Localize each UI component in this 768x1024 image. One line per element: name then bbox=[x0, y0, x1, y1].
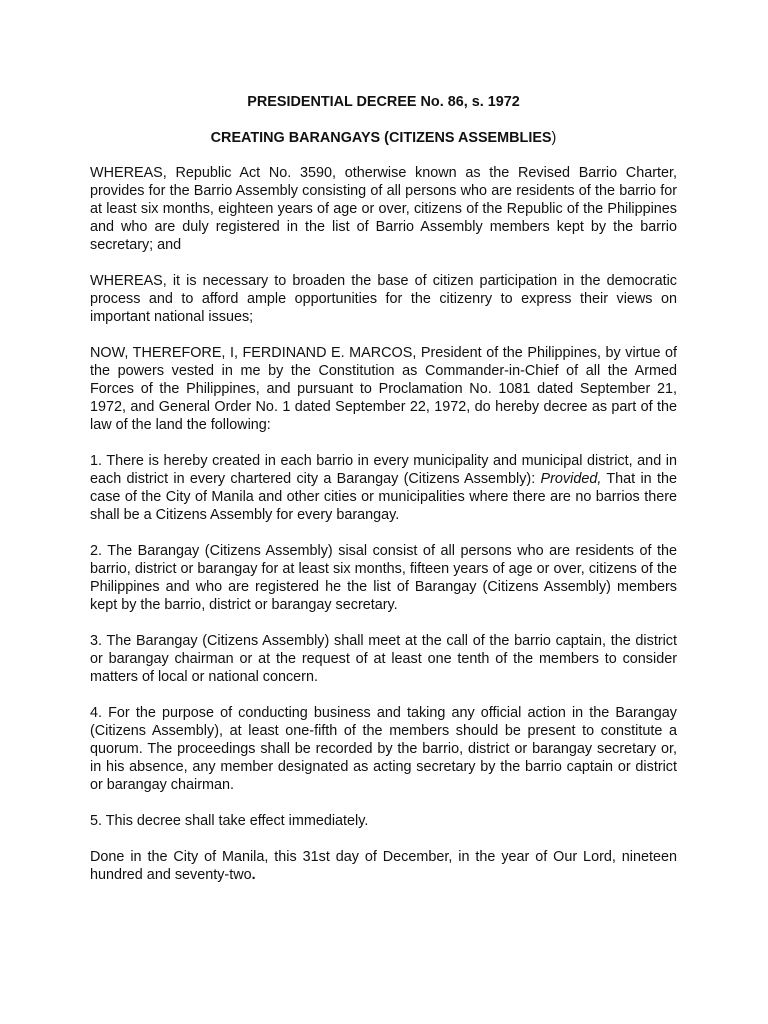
decree-subtitle bbox=[90, 129, 677, 147]
section-4: 4. For the purpose of conducting business and taking any official action in the Barangay (Citizens Assembly), at least one-fifth of the members should be present to constitute a quorum. The proceedings shall be recorded by the barrio, district or barangay secretary or, in his absence, any member designated as acting secretary by the barrio captain or district or barangay chairman. bbox=[90, 705, 677, 793]
section-1 bbox=[90, 452, 677, 524]
section-1-text-a: 1. There is hereby created in each barrio in every municipality and municipal district, and in each district in every chartered city a Barangay (Citizens Assembly): bbox=[90, 453, 677, 487]
section-2: 2. The Barangay (Citizens Assembly) sisal consist of all persons who are residents of the barrio, district or barangay for at least six months, fifteen years of age or over, citizens of the Philippines and who are registered he the list of Barangay (Citizens Assembly) members kept by the barrio, district or barangay secretary. bbox=[90, 543, 677, 613]
whereas-paragraph-2: WHEREAS, it is necessary to broaden the base of citizen participation in the democratic process and to afford ample opportunities for the citizenry to express their views on important national issues; bbox=[90, 273, 677, 325]
section-1-provided: Provided, bbox=[540, 471, 602, 487]
section-3: 3. The Barangay (Citizens Assembly) shall meet at the call of the barrio captain, the district or barangay chairman or at the request of at least one tenth of the members to consider matters of local or national concern. bbox=[90, 633, 677, 685]
now-therefore-paragraph: NOW, THEREFORE, I, FERDINAND E. MARCOS, President of the Philippines, by virtue of the powers vested in me by the Constitution as Commander-in-Chief of all the Armed Forces of the Philippines, and pursuant to Proclamation No. 1081 dated September 21, 1972, and General Order No. 1 dated September 22, 1972, do hereby decree as part of the law of the land the following: bbox=[90, 345, 677, 433]
section-5: 5. This decree shall take effect immediately. bbox=[90, 813, 369, 829]
done-in-period: . bbox=[251, 867, 256, 883]
decree-subtitle-close: ) bbox=[551, 130, 557, 146]
whereas-paragraph-1: WHEREAS, Republic Act No. 3590, otherwise known as the Revised Barrio Charter, provides for the Barrio Assembly consisting of all persons who are residents of the barrio for at least six months, eighteen years of age or over, citizens of the Republic of the Philippines and who are duly registered in the list of Barrio Assembly members kept by the barrio secretary; and bbox=[90, 165, 677, 253]
done-in-text: Done in the City of Manila, this 31st day of December, in the year of Our Lord, nineteen hundred and seventy-two bbox=[90, 849, 677, 883]
decree-subtitle-text: CREATING BARANGAYS (CITIZENS ASSEMBLIES bbox=[210, 130, 552, 146]
document-page bbox=[90, 93, 677, 884]
section-1-text-b: That in the case of the City of Manila and other cities or municipalities where there are no barrios there shall be a Citizens Assembly for every barangay. bbox=[90, 471, 677, 523]
done-in-paragraph bbox=[90, 848, 677, 884]
decree-title: PRESIDENTIAL DECREE No. 86, s. 1972 bbox=[247, 94, 520, 110]
